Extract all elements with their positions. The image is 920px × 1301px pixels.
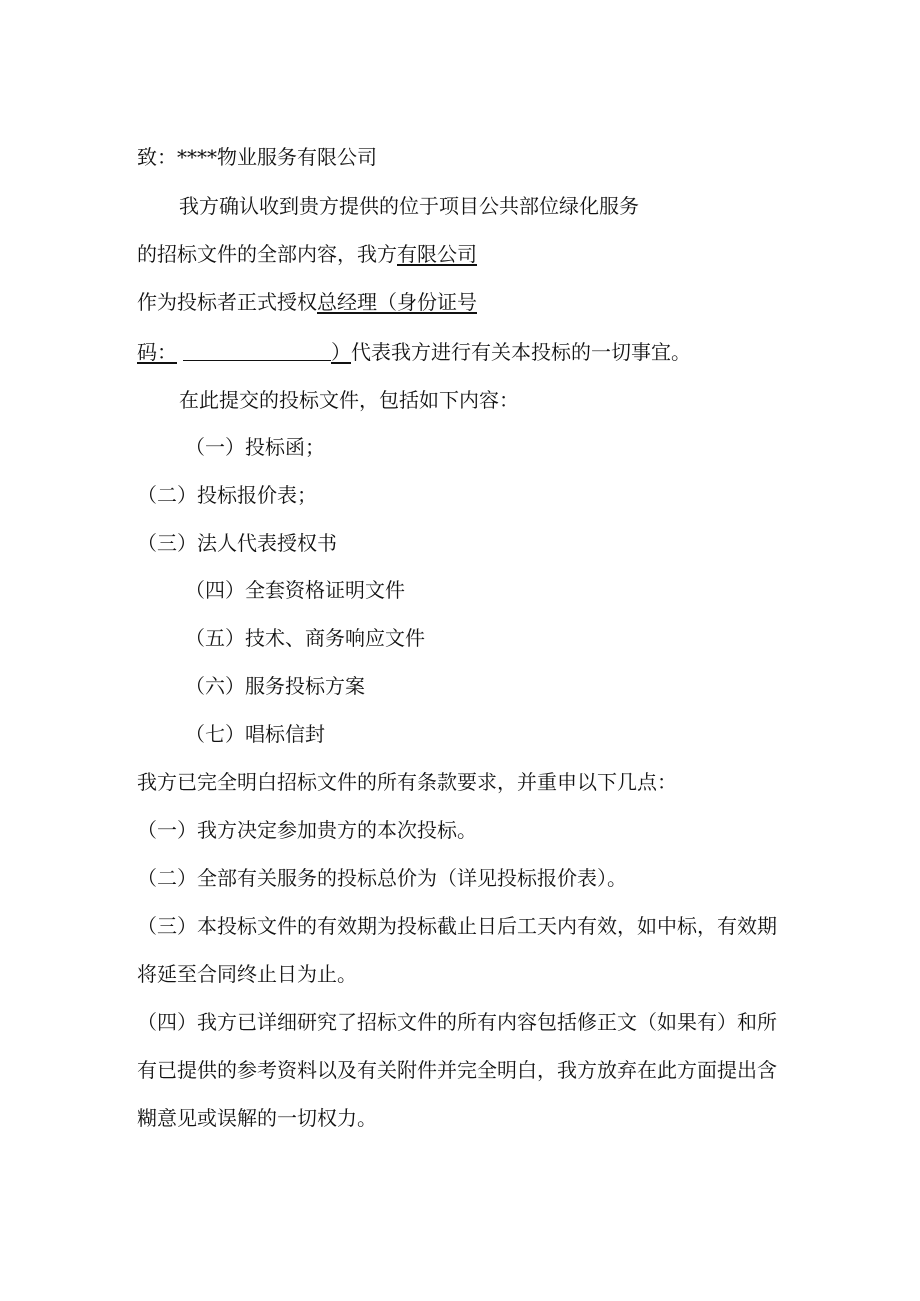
point-3-line-2: 将延至合同终止日为止。 [137,962,357,986]
contents-item-5: （五）技术、商务响应文件 [185,626,425,650]
point-3-line-1: （三）本投标文件的有效期为投标截止日后工天内有效，如中标，有效期 [137,914,777,938]
point-4-line-3: 糊意见或误解的一切权力。 [137,1106,377,1130]
contents-item-1: （一）投标函； [185,435,325,459]
id-number-blank [183,342,331,361]
contents-item-2: （二）投标报价表； [137,483,317,507]
submit-heading: 在此提交的投标文件，包括如下内容： [179,388,519,412]
bidder-company-name: 有限公司 [397,242,477,266]
intro-line-1: 我方确认收到贵方提供的位于项目公共部位绿化服务 [179,194,639,218]
point-2: （二）全部有关服务的投标总价为（详见投标报价表）。 [137,866,627,890]
point-4-line-2: 有已提供的参考资料以及有关附件并完全明白，我方放弃在此方面提出含 [137,1058,777,1082]
id-number-label: 码： [137,340,177,364]
intro-line-3-text: 作为投标者正式授权 [137,290,317,314]
contents-item-3: （三）法人代表授权书 [137,531,337,555]
id-number-close: ） [331,340,351,364]
authorized-representative: 总经理（身份证号 [317,290,477,314]
point-1: （一）我方决定参加贵方的本次投标。 [137,818,477,842]
contents-item-7: （七）唱标信封 [185,722,325,746]
declaration-heading: 我方已完全明白招标文件的所有条款要求，并重申以下几点： [137,770,677,794]
intro-line-4-text: 代表我方进行有关本投标的一切事宜。 [351,340,691,364]
addressee: 致：****物业服务有限公司 [137,145,377,169]
intro-line-2 [137,242,477,266]
intro-line-4 [137,340,691,364]
contents-item-6: （六）服务投标方案 [185,674,365,698]
point-4-line-1: （四）我方已详细研究了招标文件的所有内容包括修正文（如果有）和所 [137,1010,777,1034]
contents-item-4: （四）全套资格证明文件 [185,578,405,602]
intro-line-3 [137,290,477,314]
intro-line-2-text: 的招标文件的全部内容，我方 [137,242,397,266]
